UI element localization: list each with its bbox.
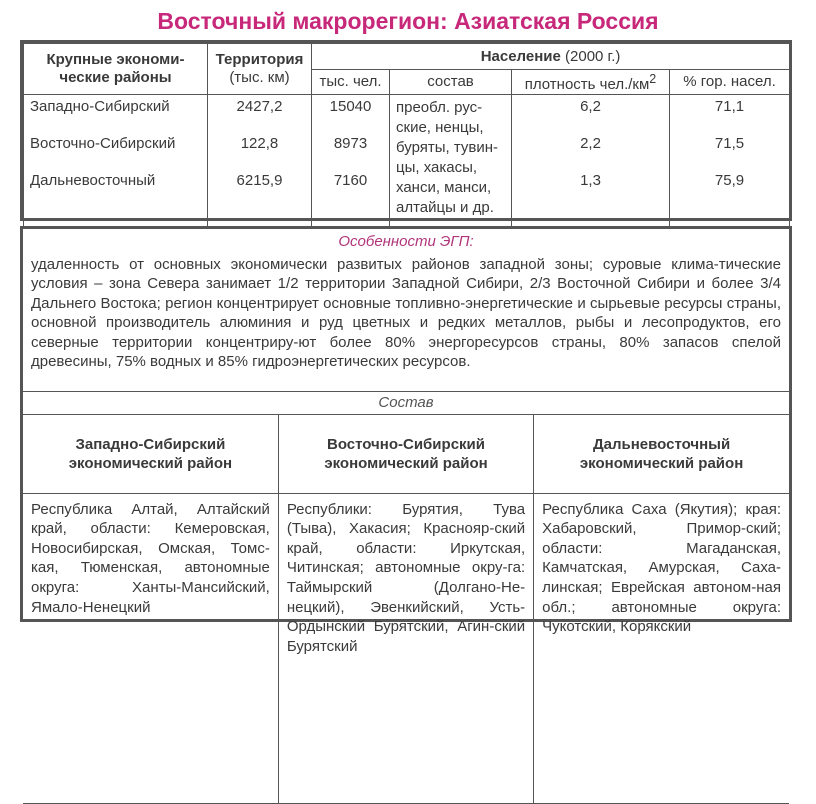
urban-value: 71,1 — [670, 95, 790, 133]
population-table — [23, 43, 790, 229]
header-territory-label: Территория — [215, 51, 304, 68]
header-population-thousands: тыс. чел. — [312, 70, 390, 95]
egp-frame — [20, 226, 792, 655]
territory-value: 2427,2 — [208, 95, 312, 133]
table-row — [24, 95, 790, 133]
region-name: Восточно-Сибирский — [24, 132, 208, 169]
district-heading-far-eastern: Дальневосточный экономический район — [534, 415, 789, 494]
region-name: Западно-Сибирский — [24, 95, 208, 133]
districts-table — [23, 414, 789, 804]
density-value: 2,2 — [512, 132, 670, 169]
urban-value: 75,9 — [670, 169, 790, 228]
density-label: плотность чел./км — [524, 76, 650, 93]
header-population-urban: % гор. насел. — [670, 70, 790, 95]
district-heading-east-siberian: Восточно-Сибирский экономический район — [278, 415, 533, 494]
territory-value: 122,8 — [208, 132, 312, 169]
urban-value: 71,5 — [670, 132, 790, 169]
density-value: 1,3 — [512, 169, 670, 228]
header-population-density — [512, 70, 670, 95]
population-value: 8973 — [312, 132, 390, 169]
sostav-heading: Состав — [23, 391, 789, 414]
header-territory — [208, 44, 312, 95]
density-superscript: 2 — [649, 72, 657, 86]
district-heading-west-siberian: Западно-Сибирский экономический район — [23, 415, 278, 494]
population-table-frame — [20, 40, 792, 221]
population-value: 7160 — [312, 169, 390, 228]
region-name: Дальневосточный — [24, 169, 208, 228]
egp-heading: Особенности ЭГП: — [338, 233, 474, 250]
population-value: 15040 — [312, 95, 390, 133]
district-members-east-siberian: Республики: Бурятия, Тува (Тыва), Хакасия; Краснояр-ский край, области: Иркутская, Читинская; автономные окру-га: Таймырский (Долгано-Не-нецкий), Эвенкийский, Усть-Ордынский Бурятский, Агин-ский Бурятский — [278, 493, 533, 803]
header-regions: Крупные экономи-ческие районы — [24, 44, 208, 95]
population-composition: преобл. рус-ские, ненцы, буряты, тувин-цы, хакасы, ханси, манси, алтайцы и др. — [390, 95, 512, 229]
header-population-label: Население — [480, 47, 561, 65]
page-title: Восточный макрорегион: Азиатская Россия — [157, 8, 659, 34]
district-members-west-siberian: Республика Алтай, Алтайский край, области: Кемеровская, Новосибирская, Омская, Томс-кая, Тюменская, автономные округа: Ханты-Мансийский, Ямало-Ненецкий — [23, 493, 278, 803]
header-population — [312, 44, 790, 70]
egp-text: удаленность от основных экономически развитых районов западной зоны; суровые клима-тические условия – зона Севера занимает 1/2 территории Западной Сибири, 2/3 Восточной Сибири и более 3/4 Дальнего Востока; регион концентрирует основные топливно-энергетические и сырьевые ресурсы страны, основной производитель алюминия и руд цветных и редких металлов, рыбы и лесопродуктов, его северные территории концентриру-ют более 80% энергоресурсов страны, 80% запасов спелой древесины, 75% водных и 85% гидроэнергетических ресурсов. — [31, 256, 781, 371]
header-population-year: (2000 г.) — [565, 47, 621, 65]
density-value: 6,2 — [512, 95, 670, 133]
territory-value: 6215,9 — [208, 169, 312, 228]
header-territory-unit: (тыс. км) — [229, 69, 290, 86]
district-members-far-eastern: Республика Саха (Якутия); края: Хабаровский, Примор-ский; области: Магаданская, Камчатская, Амурская, Саха-линская; Еврейская автоном-ная обл.; автономные округа: Чукотский, Корякский — [534, 493, 789, 803]
header-population-composition: состав — [390, 70, 512, 95]
